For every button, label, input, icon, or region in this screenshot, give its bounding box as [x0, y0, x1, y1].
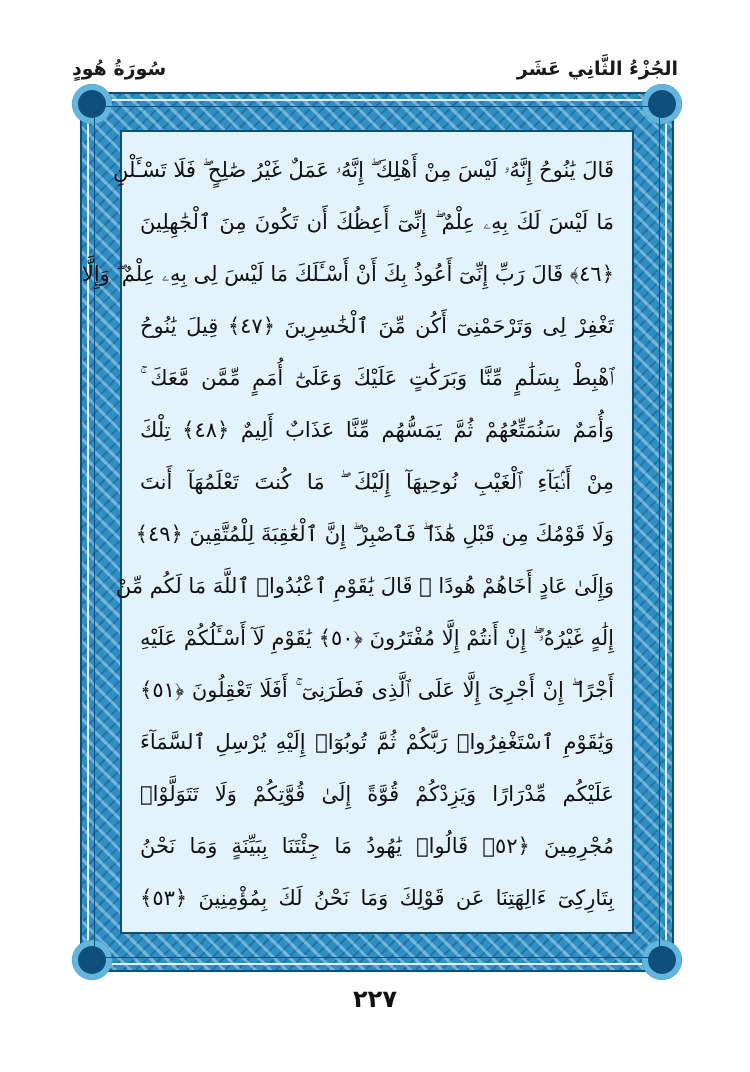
page-number: ٢٢٧ — [353, 985, 397, 1013]
surah-title: سُورَةُ هُودٍ — [72, 58, 167, 80]
verse-line: مِنْ أَنۢبَآءِ ٱلْغَيْبِ نُوحِيهَآ إِلَيْكَ ۖ مَا كُنتَ تَعْلَمُهَآ أَنتَ — [140, 470, 614, 494]
verse-line: أَجْرًا ۖ إِنْ أَجْرِىَ إِلَّا عَلَى ٱلَّذِى فَطَرَنِىٓ ۚ أَفَلَا تَعْقِلُونَ ﴿٥١﴾ — [140, 678, 614, 702]
verse-line: وَأُمَمٌ سَنُمَتِّعُهُمْ ثُمَّ يَمَسُّهُم مِّنَّا عَذَابٌ أَلِيمٌ ﴿٤٨﴾ تِلْكَ — [140, 418, 614, 442]
corner-ornament-icon — [642, 84, 682, 124]
verse-text-area — [81, 130, 634, 934]
verse-line: ﴿٤٦﴾ قَالَ رَبِّ إِنِّىٓ أَعُوذُ بِكَ أَنْ أَسْـَٔلَكَ مَا لَيْسَ لِى بِهِۦ عِلْمٌ ۖ وَإِلَّا — [81, 262, 614, 286]
verse-line: إِلَٰهٍ غَيْرُهُۥٓ ۖ إِنْ أَنتُمْ إِلَّا مُفْتَرُونَ ﴿٥٠﴾ يَٰقَوْمِ لَآ أَسْـَٔلُكُمْ عَلَيْهِ — [140, 626, 614, 650]
corner-ornament-icon — [642, 940, 682, 980]
verse-line: مَا لَيْسَ لَكَ بِهِۦ عِلْمٌ ۖ إِنِّىٓ أَعِظُكَ أَن تَكُونَ مِنَ ٱلْجَٰهِلِينَ — [140, 210, 614, 234]
verse-line: عَلَيْكُم مِّدْرَارًا وَيَزِدْكُمْ قُوَّةً إِلَىٰ قُوَّتِكُمْ وَلَا تَتَوَلَّوْا۟ — [140, 782, 614, 806]
verse-line: تَغْفِرْ لِى وَتَرْحَمْنِىٓ أَكُن مِّنَ ٱلْخَٰسِرِينَ ﴿٤٧﴾ قِيلَ يَٰنُوحُ — [140, 314, 614, 338]
verse-line: قَالَ يَٰنُوحُ إِنَّهُۥ لَيْسَ مِنْ أَهْلِكَ ۖ إِنَّهُۥ عَمَلٌ غَيْرُ صَٰلِحٍ ۖ فَلَا تَسْـَٔلْنِ — [113, 158, 614, 182]
corner-ornament-icon — [72, 84, 112, 124]
verse-line: وَإِلَىٰ عَادٍ أَخَاهُمْ هُودًا ۚ قَالَ يَٰقَوْمِ ٱعْبُدُوا۟ ٱللَّهَ مَا لَكُم مِّنْ — [115, 574, 614, 598]
verse-line: بِتَارِكِىٓ ءَالِهَتِنَا عَن قَوْلِكَ وَمَا نَحْنُ لَكَ بِمُؤْمِنِينَ ﴿٥٣﴾ — [140, 886, 614, 910]
page-header — [72, 52, 678, 86]
verse-line: ٱهْبِطْ بِسَلَٰمٍ مِّنَّا وَبَرَكَٰتٍ عَلَيْكَ وَعَلَىٰٓ أُمَمٍ مِّمَّن مَّعَكَ ۚ — [140, 366, 614, 390]
verse-line: مُجْرِمِينَ ﴿٥٢﴾ قَالُوا۟ يَٰهُودُ مَا جِئْتَنَا بِبَيِّنَةٍ وَمَا نَحْنُ — [140, 834, 614, 858]
verse-line: وَيَٰقَوْمِ ٱسْتَغْفِرُوا۟ رَبَّكُمْ ثُمَّ تُوبُوٓا۟ إِلَيْهِ يُرْسِلِ ٱلسَّمَآءَ — [140, 730, 614, 754]
juz-title: الجُزْءُ الثَّانِي عَشَر — [516, 58, 678, 80]
corner-ornament-icon — [72, 940, 112, 980]
verse-line: وَلَا قَوْمُكَ مِن قَبْلِ هَٰذَا ۖ فَٱصْبِرْ ۖ إِنَّ ٱلْعَٰقِبَةَ لِلْمُتَّقِينَ ﴿٤٩﴾ — [135, 522, 614, 546]
